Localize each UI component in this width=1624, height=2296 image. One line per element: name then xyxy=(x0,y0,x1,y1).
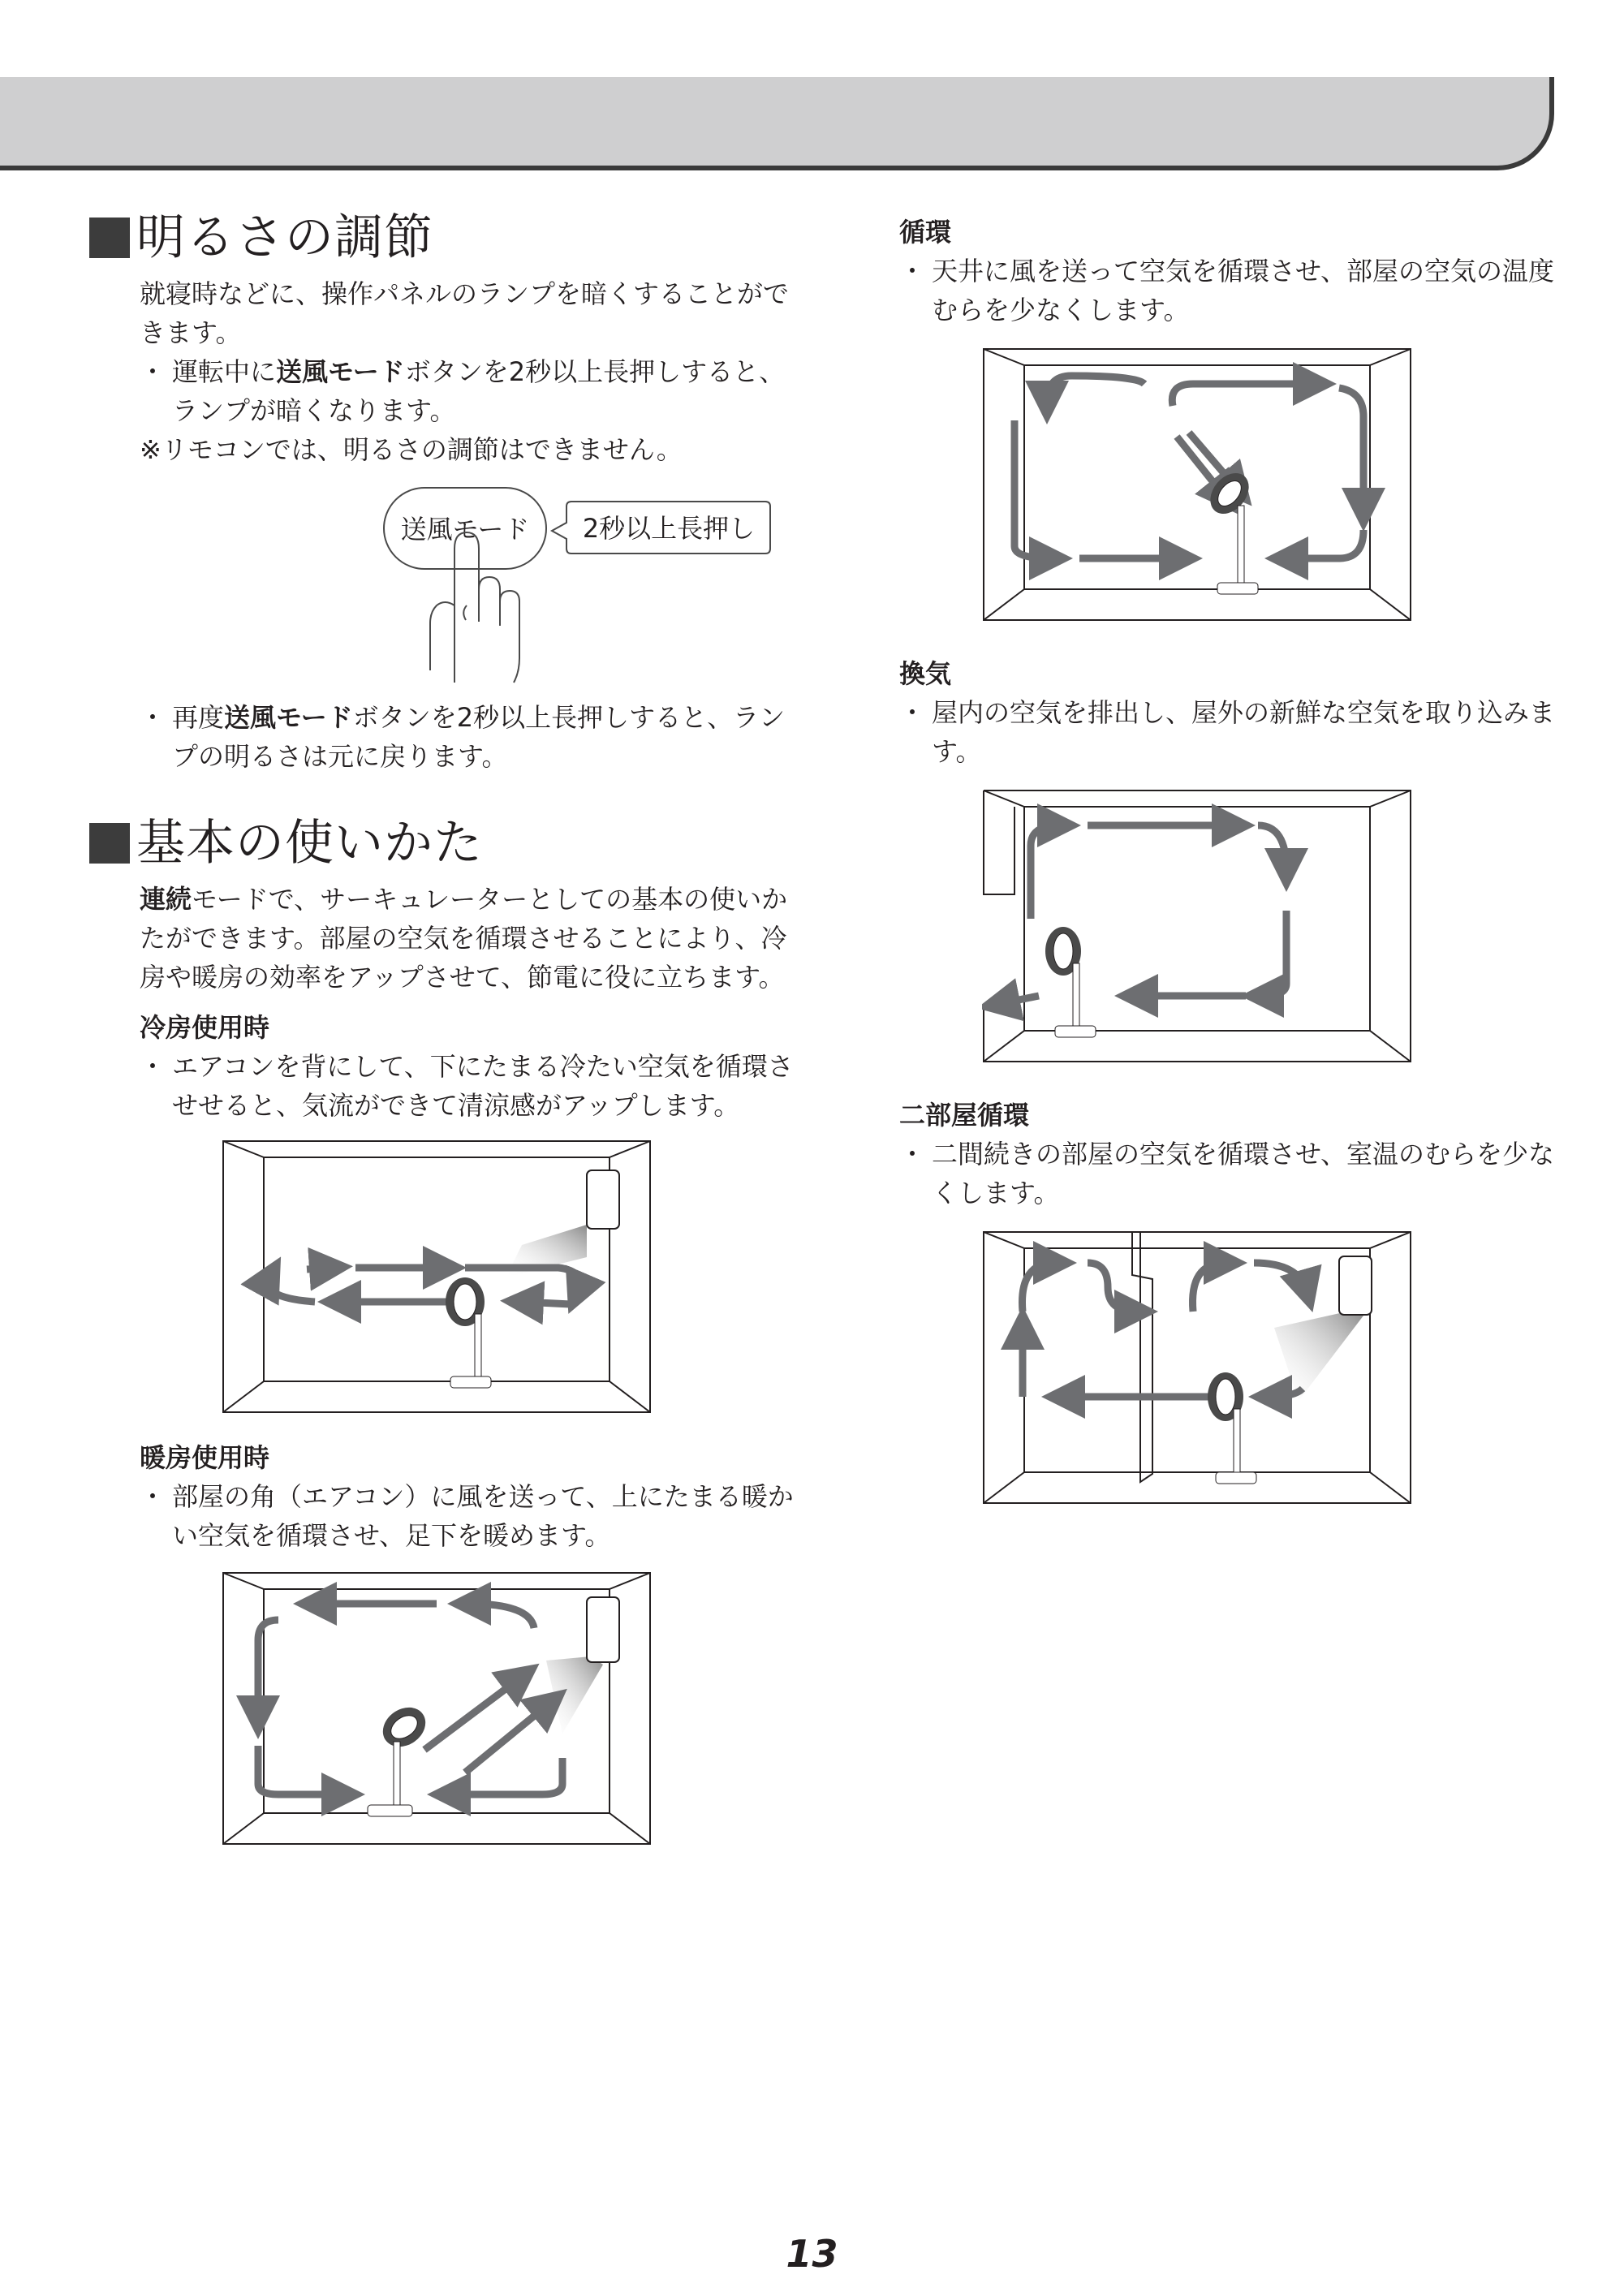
bullet-dot: ・ xyxy=(140,1481,166,1512)
circulator-fan-icon xyxy=(1208,1372,1256,1484)
brightness-heading-text: 明るさの調節 xyxy=(136,209,433,266)
tworoom-text xyxy=(899,1135,1573,1213)
airflow-arrows xyxy=(258,1604,562,1794)
bullet-2-pre: 再度 xyxy=(172,702,225,733)
page-number: 13 xyxy=(786,2232,838,2276)
bullet-dot: ・ xyxy=(899,1139,926,1170)
brightness-bullet-2 xyxy=(140,698,803,776)
air-conditioner-icon xyxy=(587,1597,619,1662)
airflow-arrows xyxy=(998,825,1286,1004)
ventilation-text-body: 屋内の空気を排出し、屋外の新鮮な空気を取り込みます。 xyxy=(932,697,1556,767)
ventilation-room-diagram xyxy=(982,789,1412,1065)
ventilation-title: 換気 xyxy=(899,658,952,689)
ventilation-text xyxy=(899,693,1573,771)
airflow-arrows xyxy=(1023,1263,1307,1397)
button-illustration xyxy=(89,484,803,687)
bullet-2-bold: 送風モード xyxy=(224,702,353,733)
brightness-note: ※リモコンでは、明るさの調節はできません。 xyxy=(140,434,683,465)
heating-text xyxy=(140,1477,803,1555)
heating-title: 暖房使用時 xyxy=(140,1442,270,1473)
cooling-text xyxy=(140,1047,803,1125)
bullet-dot: ・ xyxy=(140,702,166,733)
bullet-1-post: ボタンを2秒以上長押しすると、ランプが暗くなります。 xyxy=(172,356,786,426)
cooling-room-diagram xyxy=(222,1139,652,1415)
tworoom-title: 二部屋循環 xyxy=(899,1100,1030,1131)
circulator-fan-icon xyxy=(1045,927,1096,1037)
callout-text: 2秒以上長押し xyxy=(582,513,756,544)
heating-text-body: 部屋の角（エアコン）に風を送って、上にたまる暖かい空気を循環させ、足下を暖めます。 xyxy=(172,1481,794,1551)
basic-heading xyxy=(89,816,803,870)
brightness-heading xyxy=(89,211,803,265)
two-room-diagram xyxy=(982,1230,1412,1506)
circulator-fan-icon xyxy=(446,1277,491,1388)
right-column xyxy=(899,213,1573,1506)
air-conditioner-icon xyxy=(587,1170,619,1229)
airflow-arrows xyxy=(1014,376,1363,558)
left-column xyxy=(89,211,803,1847)
bullet-2-post: ボタンを2秒以上長押しすると、ランプの明るさは元に戻ります。 xyxy=(172,702,786,772)
circulation-title: 循環 xyxy=(899,217,952,248)
circulation-room-diagram xyxy=(982,347,1412,623)
airflow-arrows xyxy=(268,1268,579,1304)
bullet-dot: ・ xyxy=(140,356,166,387)
heating-room-diagram xyxy=(222,1571,652,1847)
tworoom-text-body: 二間続きの部屋の空気を循環させ、室温のむらを少なくします。 xyxy=(932,1139,1555,1208)
header-band xyxy=(0,77,1554,170)
circulator-fan-icon xyxy=(368,1699,433,1816)
air-conditioner-icon xyxy=(1339,1256,1372,1315)
basic-intro-bold: 連続 xyxy=(140,884,192,915)
cooling-text-body: エアコンを背にして、下にたまる冷たい空気を循環させせると、気流ができて清涼感がアップします。 xyxy=(172,1051,794,1121)
airflow-icon xyxy=(1274,1312,1363,1401)
bullet-dot: ・ xyxy=(899,697,926,728)
circulation-text-body: 天井に風を送って空気を循環させ、部屋の空気の温度むらを少なくします。 xyxy=(932,256,1555,325)
basic-intro-rest: モードで、サーキュレーターとしての基本の使いかたができます。部屋の空気を循環させることにより、冷房や暖房の効率をアップさせて、節電に役に立ちます。 xyxy=(140,884,788,993)
basic-heading-text: 基本の使いかた xyxy=(136,815,483,872)
heading-square-icon xyxy=(89,823,130,864)
circulation-text xyxy=(899,252,1573,330)
button-label: 送風モード xyxy=(400,514,530,545)
cooling-title: 冷房使用時 xyxy=(140,1012,270,1043)
bullet-dot: ・ xyxy=(899,256,926,286)
bullet-1-pre: 運転中に xyxy=(172,356,277,387)
basic-intro xyxy=(140,880,803,997)
airflow-icon xyxy=(546,1656,603,1734)
brightness-bullet-1 xyxy=(140,352,803,430)
press-button-svg xyxy=(89,484,803,687)
brightness-intro: 就寝時などに、操作パネルのランプを暗くすることができます。 xyxy=(140,278,790,348)
bullet-dot: ・ xyxy=(140,1051,166,1082)
bullet-1-bold: 送風モード xyxy=(276,356,405,387)
heading-square-icon xyxy=(89,218,130,258)
